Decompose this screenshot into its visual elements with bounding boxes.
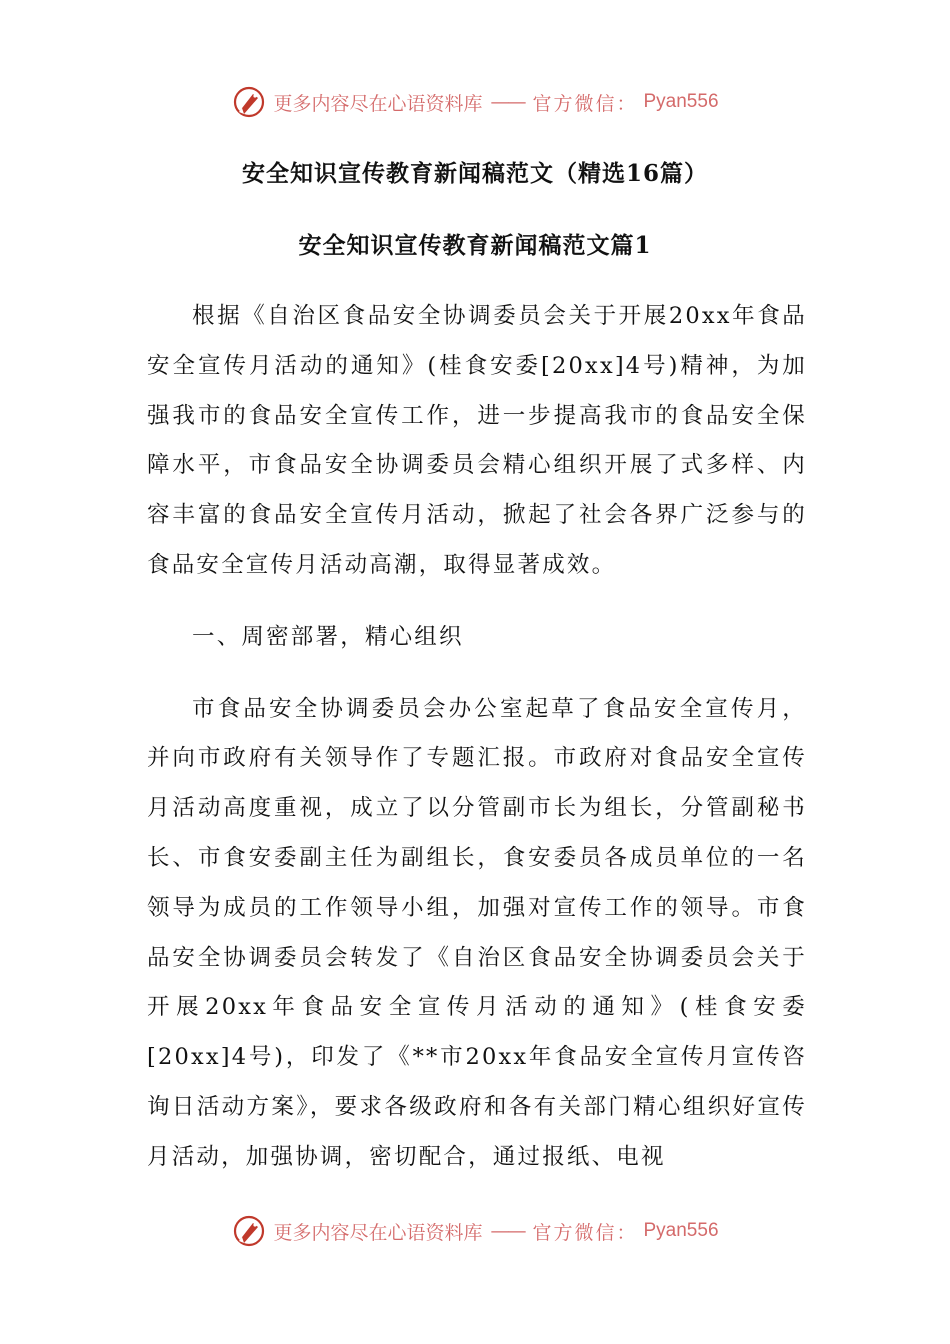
banner-wechat-account: Pyan556 (643, 1220, 719, 1241)
banner-main-text: 更多内容尽在心语资料库 (273, 92, 483, 115)
banner-main-text: 更多内容尽在心语资料库 (273, 1221, 483, 1244)
pen-nib-logo-icon (231, 1213, 267, 1249)
section-heading-1: 一、周密部署，精心组织 (192, 623, 464, 650)
banner-dash: —— (490, 1220, 525, 1242)
body-paragraph-1: 根据《自治区食品安全协调委员会关于开展20xx年食品安全宣传月活动的通知》(桂食安委[20xx]4号)精神，为加强我市的食品安全宣传工作，进一步提高我市的食品安全保障水平，市食品安全协调委员会精心组织开展了式多样、内容丰富的食品安全宣传月活动，掀起了社会各界广泛参与的食品安全宣传月活动高潮，取得显著成效。 (147, 303, 807, 578)
banner-wechat-label: 官方微信： (532, 92, 638, 115)
body-paragraph-2: 市食品安全协调委员会办公室起草了食品安全宣传月，并向市政府有关领导作了专题汇报。市政府对食品安全宣传月活动高度重视，成立了以分管副市长为组长，分管副秘书长、市食安委副主任为副组长，食安委员各成员单位的一名领导为成员的工作领导小组，加强对宣传工作的领导。市食品安全协调委员会转发了《自治区食品安全协调委员会关于开展20xx年食品安全宣传月活动的通知》(桂食安委[20xx]4号)，印发了《**市20xx年食品安全宣传月宣传咨询日活动方案》，要求各级政府和各有关部门精心组织好宣传月活动，加强协调，密切配合，通过报纸、电视 (147, 695, 807, 1170)
document-body (147, 292, 807, 1183)
banner-wechat-label: 官方微信： (532, 1221, 638, 1244)
banner-dash: —— (490, 91, 525, 113)
document-title: 安全知识宣传教育新闻稿范文（精选16篇） (241, 160, 708, 187)
pen-nib-logo-icon (231, 84, 267, 120)
footer-watermark-banner (0, 1211, 950, 1251)
document-subtitle: 安全知识宣传教育新闻稿范文篇1 (298, 232, 652, 259)
header-watermark-banner (0, 82, 950, 122)
banner-wechat-account: Pyan556 (643, 91, 719, 112)
